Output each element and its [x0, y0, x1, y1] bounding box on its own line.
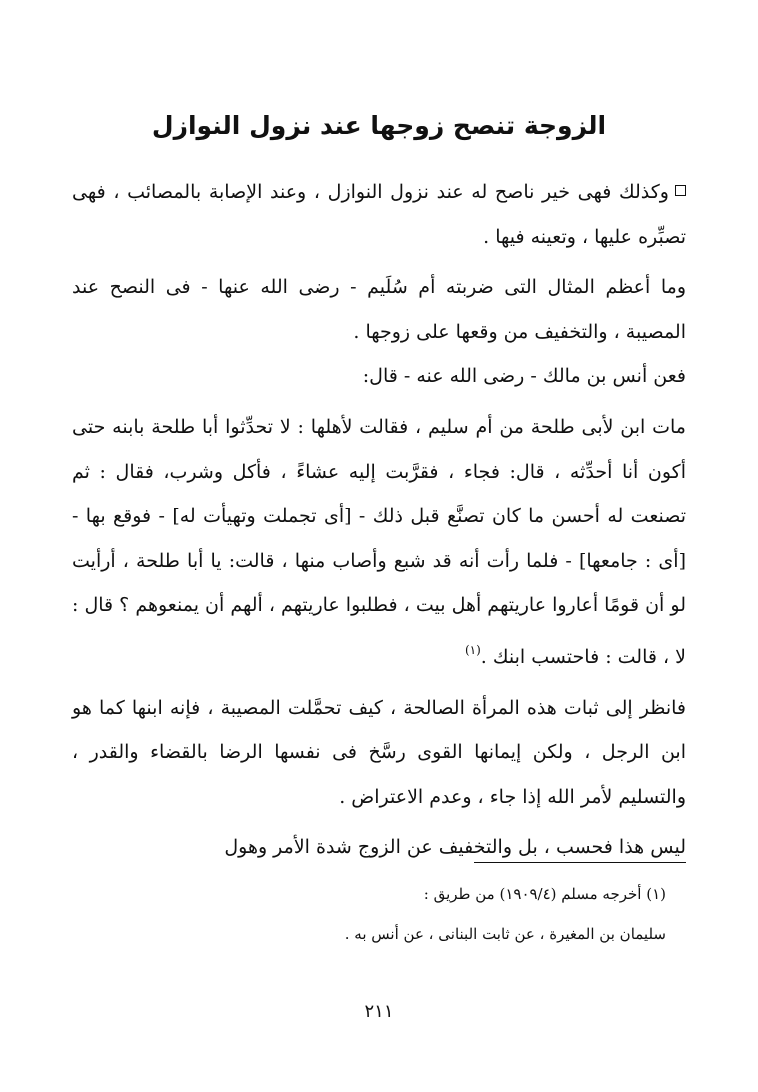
- body-text: [72, 170, 686, 870]
- paragraph-5: فانظر إلى ثبات هذه المرأة الصالحة ، كيف تحمَّلت المصيبة ، فإنه ابنها كما هو ابن الرجل ، ولكن إيمانها القوى رسَّخ فى نفسها الرضا بالقضاء والقدر ، والتسليم لأمر الله إذا جاء ، وعدم الاعتراض .: [72, 696, 686, 808]
- paragraph-1: [72, 170, 686, 259]
- paragraph-2: وما أعظم المثال التى ضربته أم سُلَيم - رضى الله عنها - فى النصح عند المصيبة ، والتخفيف من وقعها على زوجها .: [72, 276, 686, 343]
- footnote-line: (١) أخرجه مسلم (١٩٠٩/٤) من طريق :: [423, 885, 666, 903]
- paragraph-3: فعن أنس بن مالك - رضى الله عنه - قال:: [362, 365, 686, 388]
- footnote-reference: (١): [464, 642, 481, 657]
- footnote-line: سليمان بن المغيرة ، عن ثابت البنانى ، عن أنس به .: [344, 925, 666, 943]
- paragraph-6: ليس هذا فحسب ، بل والتخفيف عن الزوج شدة الأمر وهول: [224, 836, 686, 859]
- footnotes: [106, 874, 666, 954]
- hollow-square-icon: [675, 185, 686, 196]
- chapter-title: الزوجة تنصح زوجها عند نزول النوازل: [151, 111, 607, 140]
- paragraph-4: [72, 405, 686, 680]
- footnote-divider: [474, 862, 686, 863]
- hadith-text: مات ابن لأبى طلحة من أم سليم ، فقالت لأهلها : لا تحدِّثوا أبا طلحة بابنه حتى أكون أنا أحدِّثه ، قال: فجاء ، فقرَّبت إليه عشاءً ، فأكل وشرب، فقال : ثم تصنعت له أحسن ما كان تصنَّع قبل ذلك - [أى تجملت وتهيأت له] - فوقع بها - [أى : جامعها] - فلما رأت أنه قد شبع وأصاب منها ، قالت: يا أبا طلحة ، أرأيت لو أن قومًا أعاروا عاريتهم أهل بيت ، فطلبوا عاريتهم ، ألهم أن يمنعوهم ؟ قال : لا ، قالت : فاحتسب ابنك .: [72, 415, 686, 668]
- paragraph-text: وكذلك فهى خير ناصح له عند نزول النوازل ، وعند الإصابة بالمصائب ، فهى تصبِّره عليها ، وتعينه فيها .: [72, 181, 686, 248]
- page-number: ٢١١: [364, 1001, 394, 1022]
